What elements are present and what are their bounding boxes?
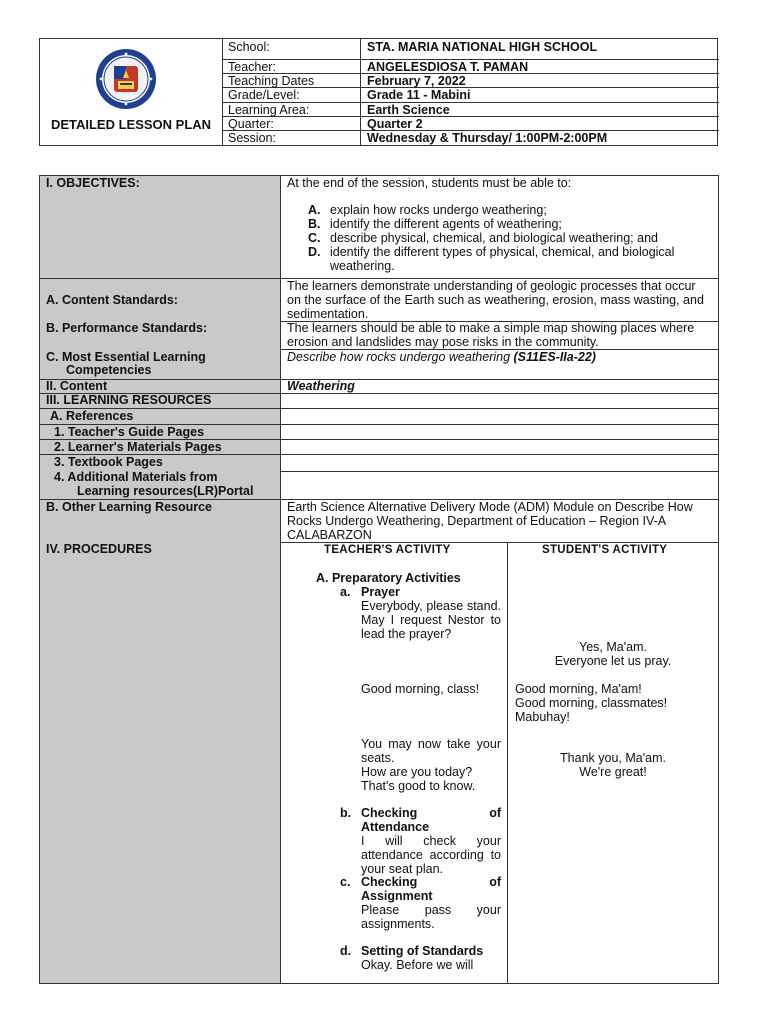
learners-materials-label: 2. Learner's Materials Pages: [54, 440, 222, 454]
header-row-learning-area: Learning Area: Earth Science: [222, 103, 719, 117]
content-standards-label: A. Content Standards:: [46, 293, 178, 307]
student-reply-great: We're great!: [579, 765, 647, 779]
objective-item: D. identify the different types of physical, chemical, and biological weathering.: [308, 245, 675, 273]
procedures-label: IV. PROCEDURES: [46, 542, 152, 556]
performance-standards-label: B. Performance Standards:: [46, 321, 208, 335]
other-resource-label: B. Other Learning Resource: [46, 500, 213, 514]
student-activity-header: STUDENT'S ACTIVITY: [542, 544, 668, 556]
lesson-plan-body: I. OBJECTIVES: At the end of the session, students must be able to: A. explain how rocks undergo weathering; B. identify the different agents of weathering; C. describe physical, chemical, and biological weathering; and D. identify the different types of physical, chemical, and biological weathering. A. Content Standards: The learners demonstrate understanding of geologic processes that occur on the surface of the Earth such as weathering, erosion, mass wasting, and sedimentation. B. Performance Standards: The learners should be able to make a simple map showing places where erosion and landslides may pose risks in the community. C. Most Essential Learning Competencies Describe how rocks undergo weathering (S11ES-IIa-22) II. Content Weathering III. LEARNING RESOURCES A. References 1. Teacher's Guide Pages 2. Learner's Materials Pages 3. Textbook Pages 4. Additional Materials from Learning resources(LR)Portal B. Other Learning Resource Earth Science Alternative Delivery Mode (ADM) Module on Describe How Rocks Undergo Weathering, Department of Education – Region IV-A CALABARZON IV. PROCEDURES TEACHER'S ACTIVITY STUDENT'S ACTIVITY A. Preparatory Activities a. Prayer Everybody, please stand. May I request Nestor to lead the prayer? Good morning, class! You may now take your seats. How are you today? That's good to know. b. Checking of Attendance I will check your attendance according to your seat plan. c. Checking of Assignment Please pass your assignments. d. Setting of Standards Okay. Before we will Yes, Ma'am. Everyone let us pray. Good morning, Ma'am! Good morning, classmates! Mabuhay! Thank you, Ma'am. We're great!: [39, 175, 719, 984]
additional-materials-label-line2: Learning resources(LR)Portal: [77, 484, 254, 498]
teachers-guide-label: 1. Teacher's Guide Pages: [54, 425, 205, 439]
header-row-teaching-dates: Teaching Dates February 7, 2022: [222, 74, 719, 88]
teacher-activity-header: TEACHER'S ACTIVITY: [324, 544, 451, 556]
other-resource-text: Earth Science Alternative Delivery Mode (ADM) Module on Describe How Rocks Undergo Weathering, Department of Education – Region IV-A CALABARZON: [287, 500, 693, 542]
attendance-heading: Checking of Attendance: [361, 806, 501, 834]
textbook-pages-label: 3. Textbook Pages: [54, 455, 163, 469]
header-row-teacher: Teacher: ANGELESDIOSA T. PAMAN: [222, 60, 719, 74]
student-reply-classmates: Good morning, classmates!: [515, 696, 668, 710]
melc-label-line2: Competencies: [66, 363, 152, 377]
prayer-text: Everybody, please stand. May I request Nestor to lead the prayer?: [361, 599, 501, 641]
content-standards-text: The learners demonstrate understanding of geologic processes that occur on the surface of the Earth such as weathering, erosion, mass wasting, and sedimentation.: [287, 279, 704, 321]
melc-text: Describe how rocks undergo weathering (S11ES-IIa-22): [287, 350, 596, 364]
additional-materials-label: 4. Additional Materials from: [54, 470, 218, 484]
content-text: Weathering: [287, 379, 355, 393]
content-label: II. Content: [46, 379, 108, 393]
preparatory-activities-heading: A. Preparatory Activities: [316, 571, 461, 585]
objective-item: A. explain how rocks undergo weathering;: [308, 203, 547, 217]
prayer-heading: Prayer: [361, 585, 400, 599]
learning-resources-label: III. LEARNING RESOURCES: [46, 393, 212, 407]
header-row-school: School: STA. MARIA NATIONAL HIGH SCHOOL: [222, 39, 719, 60]
document-title: DETAILED LESSON PLAN: [50, 117, 212, 132]
objective-item: B. identify the different agents of weathering;: [308, 217, 562, 231]
header-row-quarter: Quarter: Quarter 2: [222, 117, 719, 131]
lesson-plan-header: [39, 38, 718, 146]
good-to-know-text: That's good to know.: [361, 779, 476, 793]
student-reply-greeting: Good morning, Ma'am!: [515, 682, 642, 696]
student-reply-thanks: Thank you, Ma'am.: [560, 751, 666, 765]
attendance-text: I will check your attendance according to your seat plan.: [361, 834, 501, 876]
references-label: A. References: [50, 409, 134, 423]
assignment-text: Please pass your assignments.: [361, 903, 501, 931]
objectives-list: [308, 203, 708, 273]
setting-standards-text: Okay. Before we will: [361, 958, 474, 972]
header-row-session: Session: Wednesday & Thursday/ 1:00PM-2:00PM: [228, 131, 608, 145]
assignment-heading: Checking of Assignment: [361, 875, 501, 903]
setting-standards-heading: Setting of Standards: [361, 944, 484, 958]
deped-seal-icon: [95, 48, 157, 110]
how-are-you-text: How are you today?: [361, 765, 473, 779]
objective-item: C. describe physical, chemical, and biological weathering; and: [308, 231, 658, 245]
melc-label: C. Most Essential Learning: [46, 350, 206, 364]
header-row-grade-level: Grade/Level: Grade 11 - Mabini: [222, 88, 719, 102]
objectives-intro: At the end of the session, students must be able to:: [287, 176, 572, 190]
student-reply-pray: Everyone let us pray.: [554, 654, 672, 668]
performance-standards-text: The learners should be able to make a simple map showing places where erosion and landslides may pose risks in the community.: [287, 321, 695, 349]
objectives-label: I. OBJECTIVES:: [46, 176, 140, 190]
greeting-text: Good morning, class!: [361, 682, 480, 696]
student-reply-yes: Yes, Ma'am.: [579, 640, 647, 654]
student-reply-mabuhay: Mabuhay!: [515, 710, 570, 724]
seats-text: You may now take your seats.: [361, 737, 501, 765]
header-title-cell: [40, 39, 223, 145]
